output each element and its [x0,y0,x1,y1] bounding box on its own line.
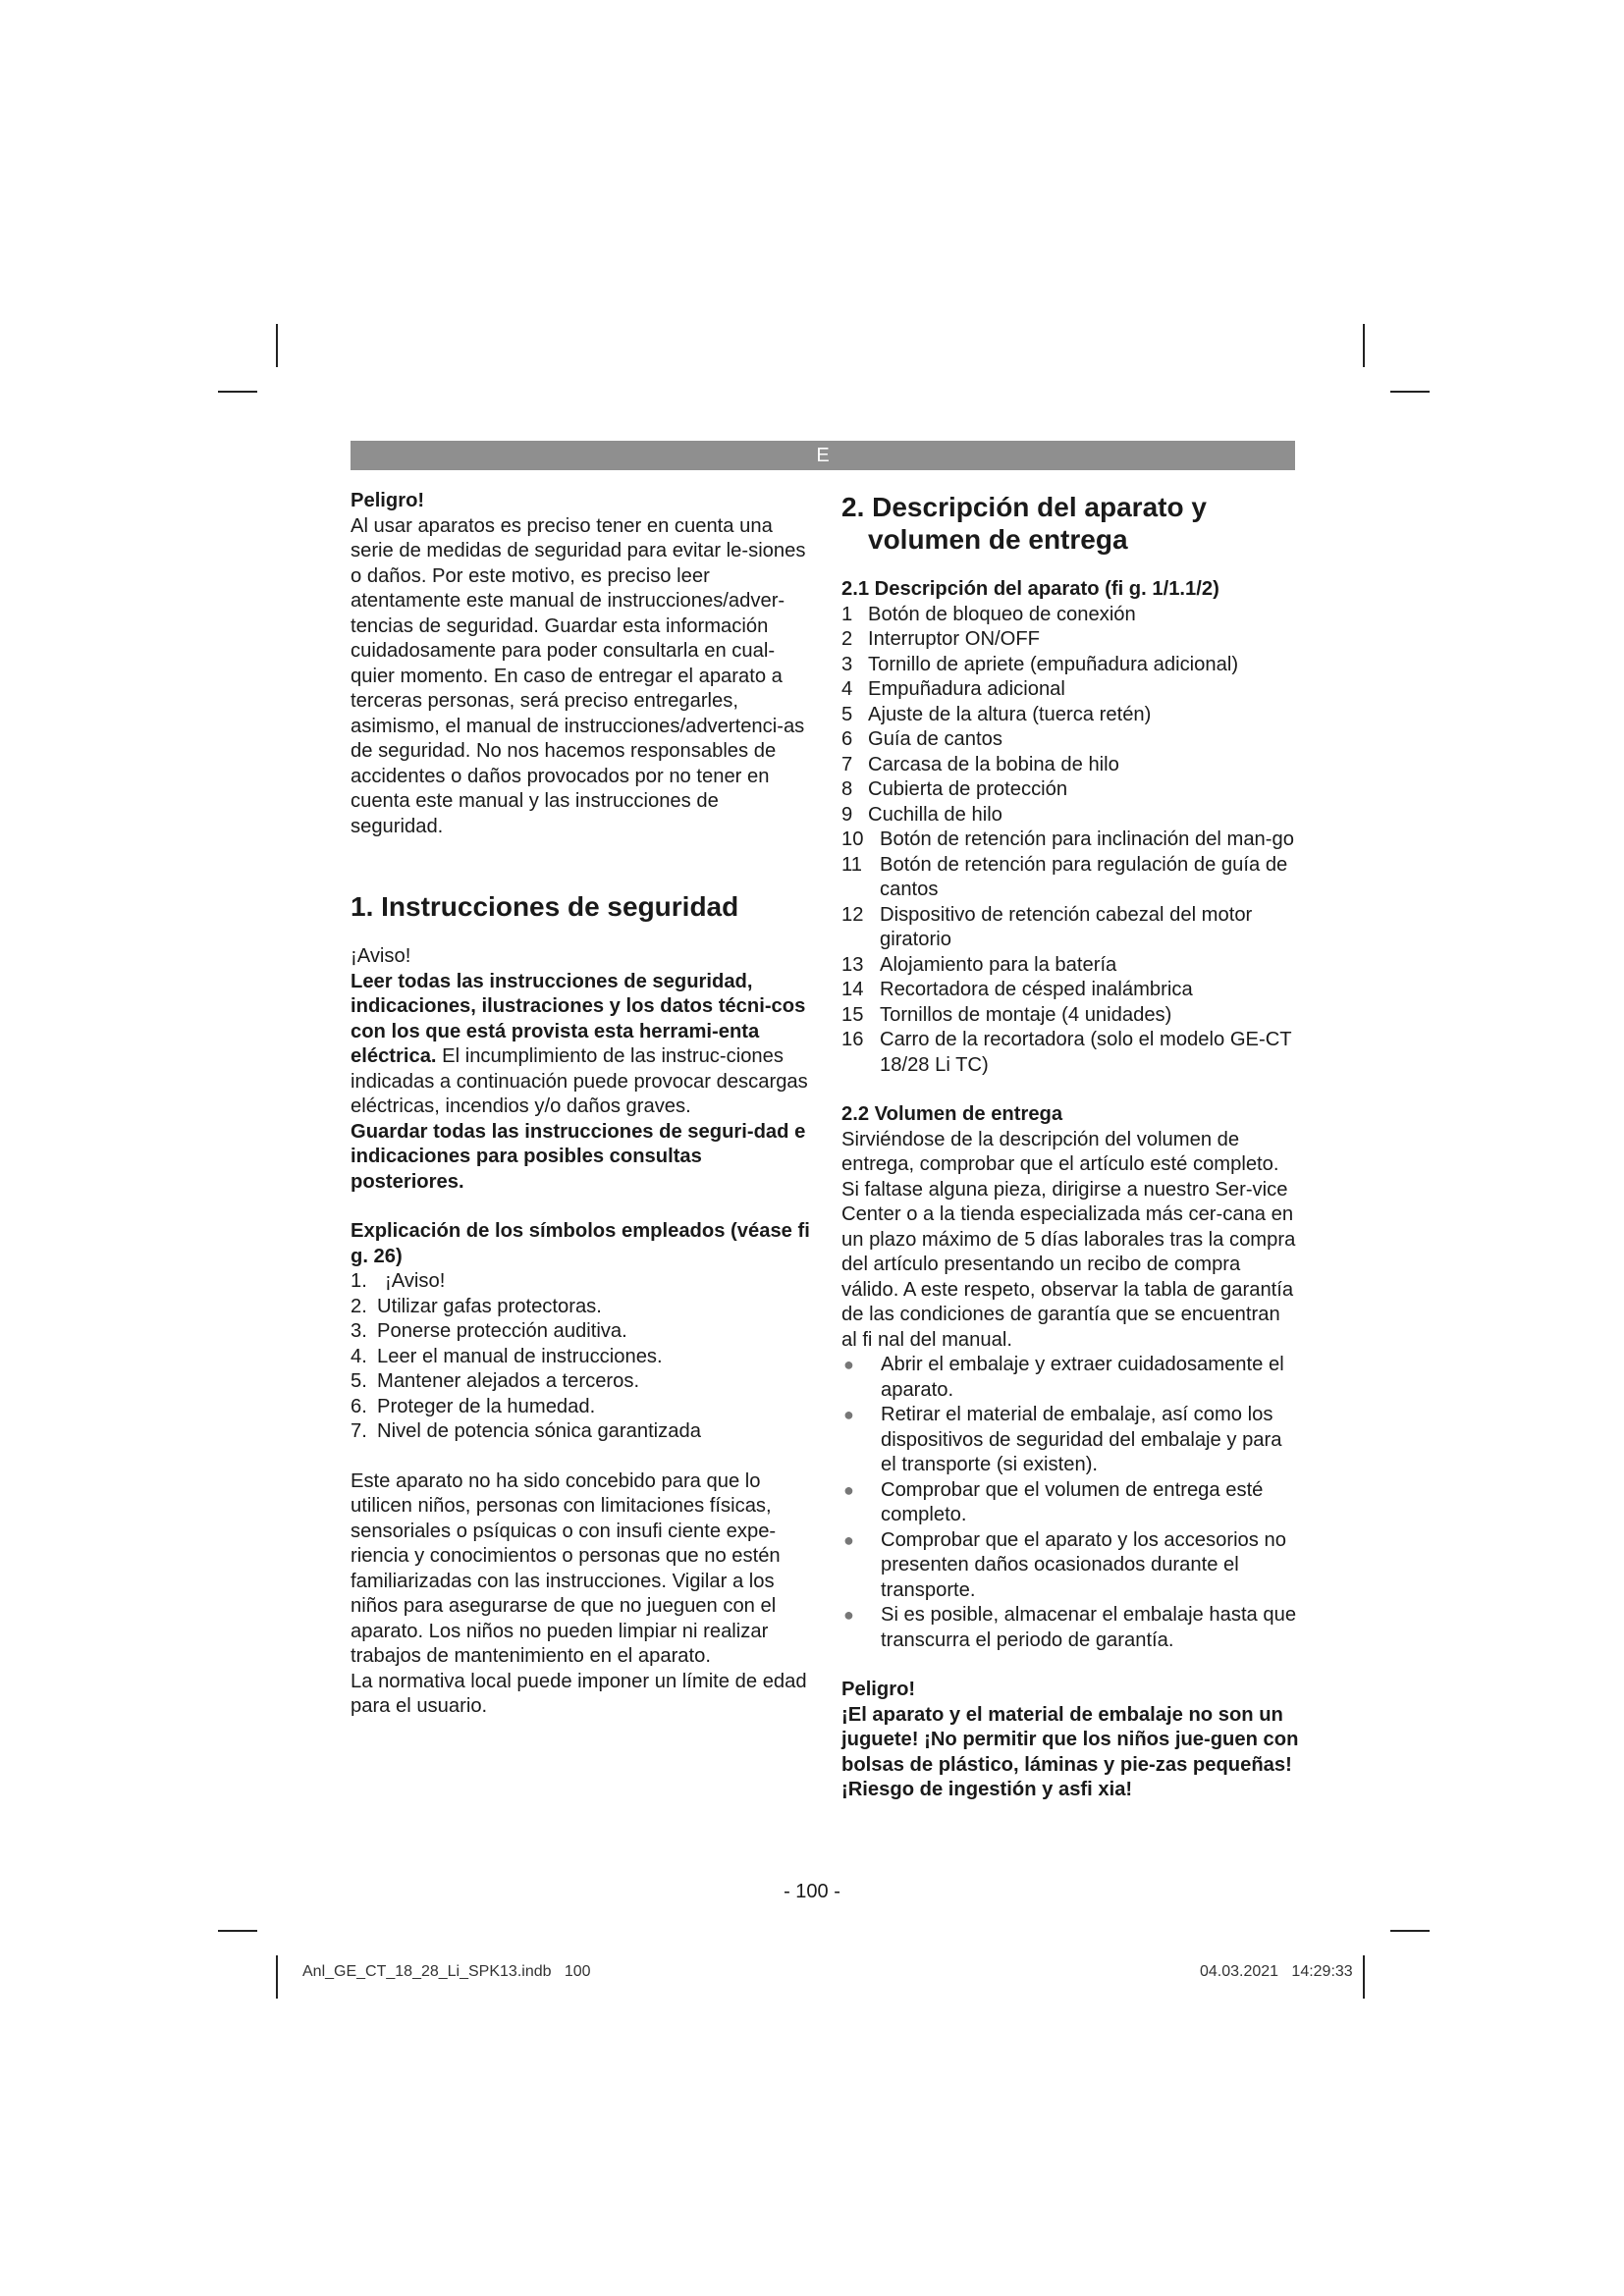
list-item: 12 Dispositivo de retención cabezal del motor giratorio [841,903,1253,950]
right-column [841,489,1299,1803]
bullet-icon: ● [843,1479,854,1500]
crop-mark [1363,324,1365,367]
age-text: La normativa local puede imponer un límite de edad para el usuario. [351,1670,807,1717]
subsection-2-2-title: 2.2 Volumen de entrega [841,1103,1063,1125]
list-item: 11 Botón de retención para regulación de guía de cantos [841,853,1288,900]
bullet-icon: ● [843,1605,854,1625]
danger-title: Peligro! [351,490,425,511]
parts-list [841,603,1299,828]
list-item: 16 Carro de la recortadora (solo el modelo GE-CT 18/28 Li TC) [841,1029,1292,1076]
list-item: 5 Ajuste de la altura (tuerca retén) [841,703,1152,725]
list-item: ● Comprobar que el volumen de entrega esté completo. [843,1478,1264,1525]
list-item: 3 Tornillo de apriete (empuñadura adicional) [841,653,1239,675]
crop-mark [276,1955,278,1999]
crop-mark [218,391,257,393]
crop-mark [1390,1930,1430,1932]
children-text: Este aparato no ha sido concebido para que lo utilicen niños, personas con limitaciones físicas, sensoriales o psíquicas o con insufi ciente expe-riencia y conocimientos o personas que no estén familiarizadas con las instrucciones. Vigilar a los niños para asegurarse de que no jueguen con el aparato. Los niños no pueden limpiar ni realizar trabajos de mantenimiento en el aparato. [351,1469,781,1667]
list-item: 7. Nivel de potencia sónica garantizada [351,1420,701,1442]
delivery-checklist [841,1353,1299,1653]
danger-2-title: Peligro! [841,1679,916,1700]
list-item: 4 Empuñadura adicional [841,678,1065,700]
danger-2-text: ¡El aparato y el material de embalaje no son un juguete! ¡No permitir que los niños jue-guen con bolsas de plástico, láminas y pie-zas pequeñas! ¡Riesgo de ingestión y asfi xia! [841,1703,1299,1800]
list-item: ● Retirar el material de embalaje, así como los dispositivos de seguridad del embalaje y para el transporte (si existen). [843,1404,1282,1475]
list-item: 5. Mantener alejados a terceros. [351,1370,640,1392]
subsection-2-1-title: 2.1 Descripción del aparato (fi g. 1/1.1/2) [841,578,1219,600]
parts-list-continued [841,828,1299,1078]
bullet-icon: ● [843,1405,854,1424]
symbols-title: Explicación de los símbolos empleados (véase fi g. 26) [351,1220,810,1267]
delivery-text: Sirviéndose de la descripción del volumen de entrega, comprobar que el artículo esté completo. Si faltase alguna pieza, dirigirse a nuestro Ser-vice Center o a la tienda especializada más cer-cana en un plazo máximo de 5 días laborales tras la compra del artículo presentando un recibo de compra válido. A este respeto, observar la tabla de garantía de las condiciones de garantía que se encuentran al fi nal del manual. [841,1128,1296,1351]
list-item: 10 Botón de retención para inclinación del man-go [841,828,1294,850]
list-item: 6 Guía de cantos [841,728,1002,750]
warning-paragraph [351,970,812,1120]
list-item: 2. Utilizar gafas protectoras. [351,1295,602,1317]
bullet-icon: ● [843,1355,854,1374]
warning-text: El incumplimiento de las instruc-ciones indicadas a continuación puede provocar descargas eléctricas, incendios y/o daños graves. [351,1045,808,1117]
language-bar [351,441,1295,470]
list-item: ● Si es posible, almacenar el embalaje hasta que transcurra el periodo de garantía. [843,1604,1297,1651]
crop-mark [1363,1955,1365,1999]
danger-text: Al usar aparatos es preciso tener en cuenta una serie de medidas de seguridad para evitar le-siones o daños. Por este motivo, es preciso leer atentamente este manual de instrucciones/adver-tencias de seguridad. Guardar esta información cuidadosamente para poder consultarla en cual-quier momento. En caso de entregar el aparato a terceras personas, será preciso entregarles, asimismo, el manual de instrucciones/advertenci-as de seguridad. No nos hacemos responsables de accidentes o daños provocados por no tener en cuenta este manual y las instrucciones de seguridad. [351,514,806,837]
list-item: 13 Alojamiento para la batería [841,953,1117,976]
list-item: 7 Carcasa de la bobina de hilo [841,753,1119,775]
crop-mark [218,1930,257,1932]
list-item: 1. ¡Aviso! [351,1270,446,1292]
footer-file: Anl_GE_CT_18_28_Li_SPK13.indb 100 [302,1963,591,1980]
crop-mark [276,324,278,367]
bullet-icon: ● [843,1529,854,1550]
section-2-title: 2. Descripción del aparato y volumen de entrega [841,492,1207,555]
footer-date: 04.03.2021 14:29:33 [1200,1963,1353,1980]
list-item: 4. Leer el manual de instrucciones. [351,1345,663,1367]
list-item: ● Comprobar que el aparato y los accesorios no presenten daños ocasionados durante el transporte. [843,1528,1286,1601]
list-item: 1 Botón de bloqueo de conexión [841,603,1136,625]
warning-title: ¡Aviso! [351,945,411,967]
symbols-list [351,1269,812,1445]
list-item: 8 Cubierta de protección [841,778,1068,800]
list-item: 15 Tornillos de montaje (4 unidades) [841,1003,1172,1026]
list-item: 2 Interruptor ON/OFF [841,628,1040,650]
list-item: 6. Proteger de la humedad. [351,1395,596,1417]
language-code: E [816,445,830,466]
warning-bold-2: Guardar todas las instrucciones de seguri-dad e indicaciones para posibles consultas posteriores. [351,1120,806,1193]
list-item: 14 Recortadora de césped inalámbrica [841,979,1193,1000]
list-item: 9 Cuchilla de hilo [841,803,1002,826]
warning-bold-1: Leer todas las instrucciones de seguridad, indicaciones, ilustraciones y los datos técni-cos con los que está provista esta herrami-enta eléctrica. [351,970,806,1067]
list-item: 3. Ponerse protección auditiva. [351,1320,627,1342]
page-number: - 100 - [784,1881,840,1902]
crop-mark [1390,391,1430,393]
left-column [351,489,812,1720]
section-1-title: 1. Instrucciones de seguridad [351,891,739,922]
list-item: ● Abrir el embalaje y extraer cuidadosamente el aparato. [843,1354,1284,1401]
